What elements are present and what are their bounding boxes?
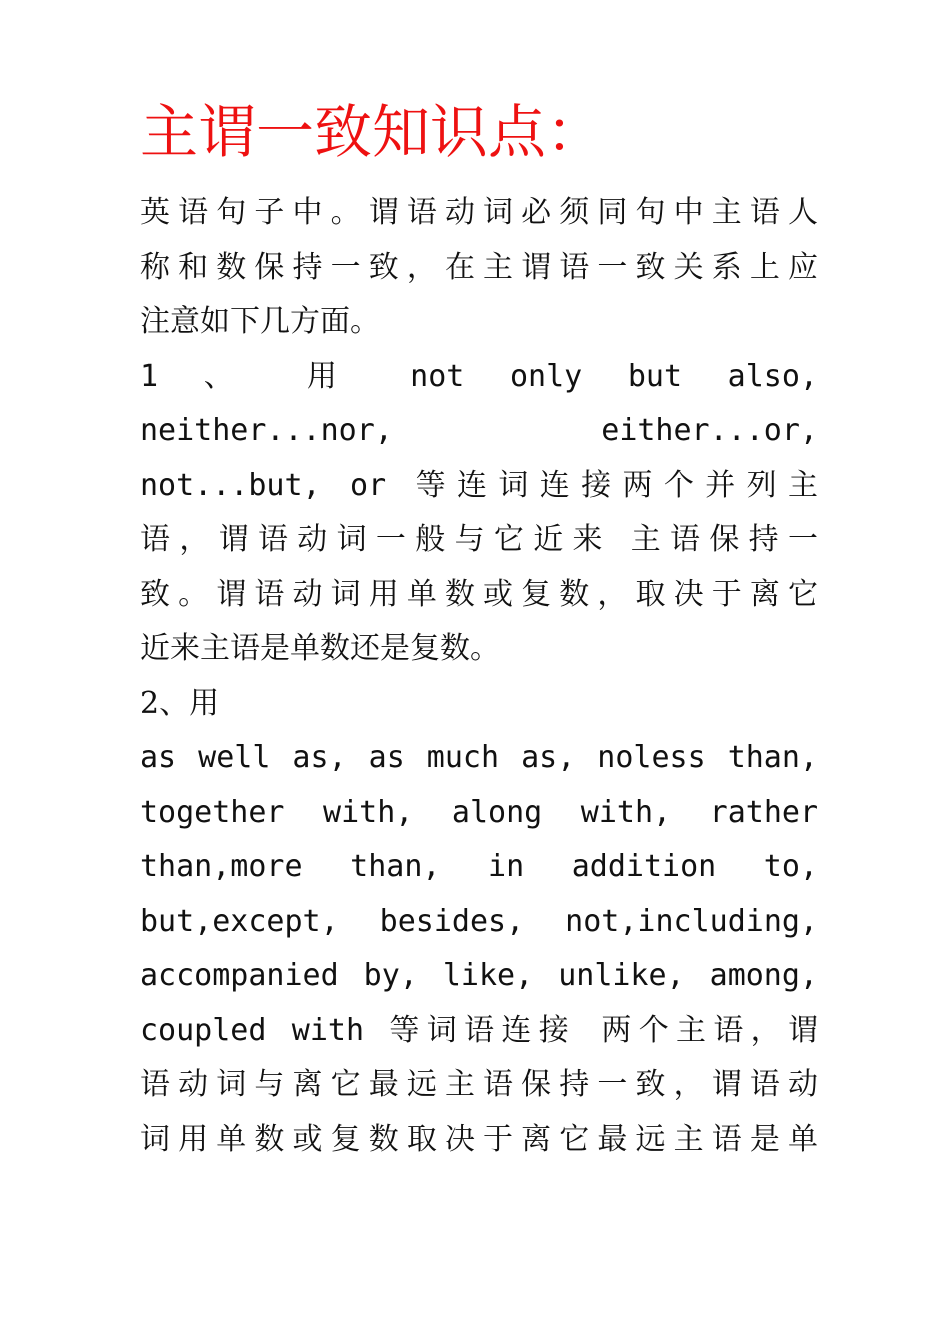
document-title: 主谓一致知识点：: [140, 98, 605, 166]
body-line: than,more than, in addition to,: [140, 849, 818, 884]
body-line: not...but, or 等连词连接两个并列主: [140, 467, 818, 503]
body-line: but,except, besides, not,including,: [140, 903, 818, 939]
body-line: 致。谓语动词用单数或复数，取决于离它: [140, 576, 818, 612]
body-line: as well as, as much as, noless than,: [140, 740, 818, 775]
body-line: 近来主语是单数还是复数。: [140, 631, 500, 666]
body-line: 注意如下几方面。: [140, 304, 380, 339]
document-body: [140, 186, 818, 1167]
body-line: 语动词与离它最远主语保持一致，谓语动: [140, 1067, 818, 1102]
body-line: 1 、 用 not only but also,: [140, 358, 818, 394]
body-line: 2、用: [140, 685, 220, 721]
body-line: 语，谓语动词一般与它近来 主语保持一: [140, 522, 818, 557]
body-line: 英语句子中。谓语动词必须同句中主语人: [140, 195, 818, 230]
body-line: neither...nor, either...or,: [140, 413, 818, 448]
body-line: 称和数保持一致，在主谓语一致关系上应: [140, 249, 818, 285]
body-line: coupled with 等词语连接 两个主语，谓: [140, 1012, 818, 1048]
body-line: together with, along with, rather: [140, 794, 818, 830]
body-line: 词用单数或复数取决于离它最远主语是单: [140, 1121, 818, 1157]
body-line: accompanied by, like, unlike, among,: [140, 958, 818, 993]
